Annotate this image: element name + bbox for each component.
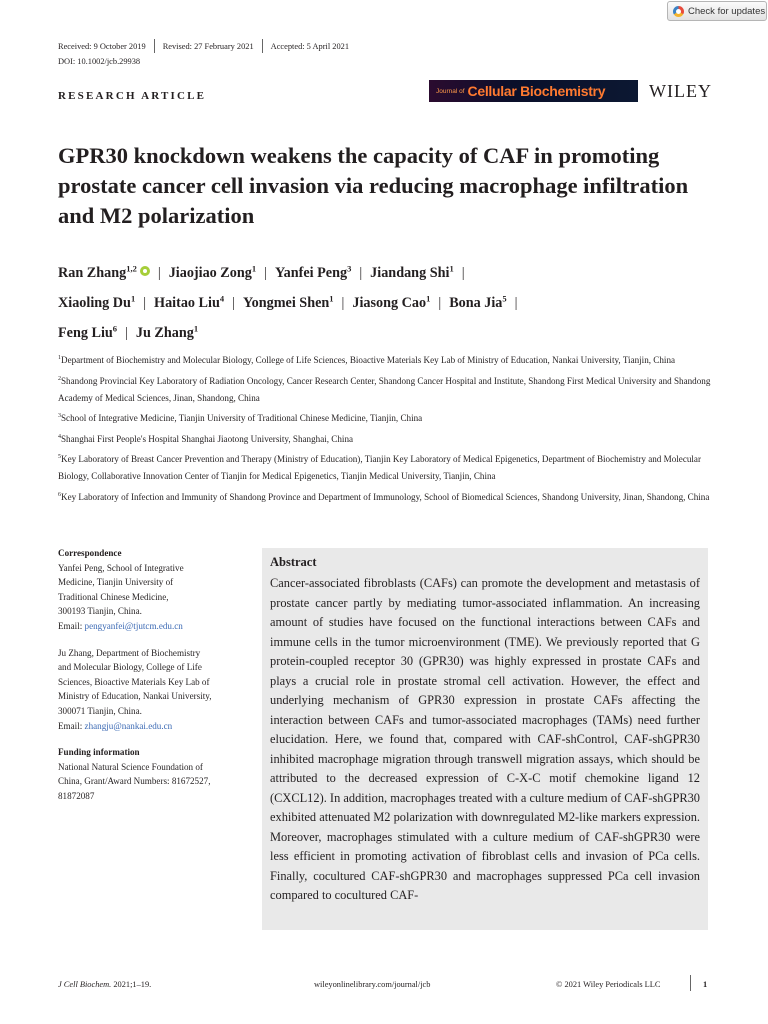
- funding-text: National Natural Science Foundation of China, Grant/Award Numbers: 81672527, 81872087: [58, 761, 211, 801]
- affiliation: $^3$School of Integrative Medicine, Tianjin University of Traditional Chinese Medicine, Tianjin, China: [58, 413, 423, 424]
- author-list: Ran Zhang$^{1,2}$ | Jiaojiao Zong$^1$ | Yanfei Peng$^3$ | Jiandang Shi$^1$ | Xiaoling Du$^1$ | Haitao Liu$^4$ | Yongmei Shen$^1$ | Jiasong Cao$^1$ | Bona Jia$^5$ | Feng Liu$^6$ | Ju Zhang$^1$: [58, 263, 518, 342]
- affiliation: $^4$Shanghai First People's Hospital Shanghai Jiaotong University, Shanghai, China: [58, 433, 354, 444]
- received-date: Received: 9 October 2019: [58, 41, 146, 51]
- abstract-heading: Abstract: [270, 555, 317, 569]
- author[interactable]: Haitao Liu$^4$: [154, 293, 225, 311]
- article-title: GPR30 knockdown weakens the capacity of CAF in promoting prostate cancer cell invasion via reducing macrophage infiltration and M2 polarization: [58, 143, 689, 228]
- email-link[interactable]: pengyanfei@tjutcm.edu.cn: [84, 620, 183, 631]
- author[interactable]: Bona Jia$^5$: [449, 293, 507, 311]
- date-divider: [262, 39, 263, 53]
- author[interactable]: Jiasong Cao$^1$: [352, 293, 431, 311]
- author[interactable]: Ju Zhang$^1$: [135, 323, 199, 342]
- revised-date: Revised: 27 February 2021: [162, 41, 254, 51]
- affiliation-list: [58, 350, 714, 507]
- author[interactable]: Feng Liu$^6$: [58, 323, 118, 342]
- journal-name: Cellular Biochemistry: [467, 83, 606, 99]
- funding-heading: Funding information: [58, 747, 140, 758]
- journal-prefix: Journal of: [436, 87, 465, 95]
- author[interactable]: Yanfei Peng$^3$: [274, 263, 352, 281]
- page-number: 1: [703, 980, 708, 989]
- article-type: RESEARCH ARTICLE: [58, 90, 207, 102]
- journal-logo: [429, 80, 638, 102]
- affiliation: $^6$Key Laboratory of Infection and Immunity of Shandong Province and Department of Immunology, School of Biomedical Sciences, Shandong University, Jinan, Shandong, China: [58, 491, 710, 502]
- affiliation: $^5$Key Laboratory of Breast Cancer Prevention and Therapy (Ministry of Education), Tianjin Key Laboratory of Medical Epigenetics, Department of Biochemistry and Molecular Biology, Collaborative Innovation Center of Tianjin for Medical Epigenetics, Tianjin Medical University, Tianjin, China: [58, 454, 701, 482]
- orcid-icon[interactable]: [140, 266, 150, 276]
- correspondence-entry: Yanfei Peng, School of Integrative Medicine, Tianjin University of Traditional Chinese Medicine, 300193 Tianjin, China. Email: pengyanfei@tjutcm.edu.cn: [58, 562, 184, 631]
- footer-citation: J Cell Biochem. 2021;1–19.: [58, 980, 152, 989]
- author[interactable]: Ran Zhang$^{1,2}$: [58, 265, 150, 281]
- abstract-text: Cancer-associated fibroblasts (CAFs) can promote the development and metastasis of prostate cancer partly by mediating tumor-associated inflammation. An increasing amount of studies have focused on the functional interactions between CAFs and immune cells in the tumor microenvironment (TME). We previously reported that G protein-coupled receptor 30 (GPR30) was highly expressed in prostate CAFs and plays a crucial role in prostate stromal cell activation. However, the effect and underlying mechanism of GPR30 expression in prostate CAFs affecting the interaction between CAFs and tumor-associated macrophages (TAMs) need further elucidation. Here, we found that, compared with CAF-shControl, CAF-shGPR30 inhibited macrophage migration through transwell migration assays, which should be attributed to the decreased expression of C-X-C motif chemokine ligand 12 (CXCL12). In addition, macrophages treated with a culture medium of CAF-shGPR30 exhibited attenuated M2 polarization with downregulated M2-like markers expression. Moreover, macrophages stimulated with a culture medium of CAF-shGPR30 were less efficient in promoting activation of fibroblast cells and invasion of PCa cells. Finally, cocultured CAF-shGPR30 and macrophages suppressed PCa cell invasion compared to cocultured CAF-: [270, 576, 700, 902]
- email-link[interactable]: zhangju@nankai.edu.cn: [84, 720, 173, 731]
- correspondence-entry: Ju Zhang, Department of Biochemistry and Molecular Biology, College of Life Sciences, Bioactive Materials Key Lab of Ministry of Education, Nankai University, 300071 Tianjin, China. Email: zhangju@nankai.edu.cn: [58, 647, 212, 731]
- affiliation: $^1$Department of Biochemistry and Molecular Biology, College of Life Sciences, Bioactive Materials Key Lab of Ministry of Education, Nankai University, Tianjin, China: [58, 355, 676, 366]
- author[interactable]: Jiaojiao Zong$^1$: [168, 263, 257, 281]
- doi: DOI: 10.1002/jcb.29938: [58, 57, 141, 66]
- footer-divider: [690, 975, 691, 991]
- article-dates: [58, 39, 349, 53]
- author[interactable]: Yongmei Shen$^1$: [242, 293, 334, 311]
- author[interactable]: Xiaoling Du$^1$: [58, 293, 136, 311]
- publisher-logo: WILEY: [649, 81, 712, 101]
- affiliation: $^2$Shandong Provincial Key Laboratory of Radiation Oncology, Cancer Research Center, Shandong Cancer Hospital and Institute, Shandong First Medical University and Shandong Academy of Medical Sciences, Jinan, Shandong, China: [58, 375, 711, 403]
- author[interactable]: Jiandang Shi$^1$: [370, 263, 454, 281]
- correspondence-heading: Correspondence: [58, 548, 122, 558]
- footer-url[interactable]: wileyonlinelibrary.com/journal/jcb: [314, 980, 431, 989]
- crossmark-icon: [673, 6, 684, 17]
- correspondence-sidebar: [58, 546, 248, 804]
- footer-copyright: © 2021 Wiley Periodicals LLC: [556, 980, 661, 989]
- date-divider: [154, 39, 155, 53]
- check-for-updates-label: Check for updates: [688, 5, 766, 17]
- check-for-updates-button[interactable]: [667, 1, 767, 21]
- accepted-date: Accepted: 5 April 2021: [270, 41, 350, 51]
- abstract-box: [262, 548, 708, 930]
